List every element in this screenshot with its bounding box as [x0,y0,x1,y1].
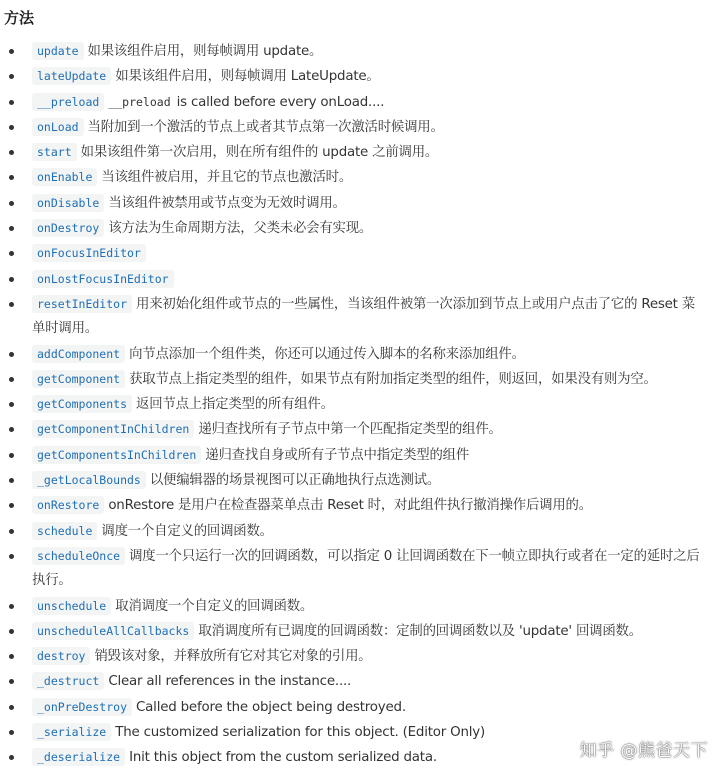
method-description: 当该组件被启用，并且它的节点也激活时。 [101,170,353,186]
method-description: 用来初始化组件或节点的一些属性，当该组件被第一次添加到节点上或用户点击了它的 Reset 菜单时调用。 [32,296,695,337]
method-description: The customized serialization for this object. (Editor Only) [115,725,486,741]
method-name: _getLocalBounds [32,471,146,489]
method-description: 递归查找所有子节点中第一个匹配指定类型的组件。 [198,422,502,438]
method-name: scheduleOnce [32,547,125,565]
method-name: _destruct [32,672,104,690]
method-description: 如果该组件启用，则每帧调用 update。 [87,44,323,59]
method-item [0,594,700,619]
method-name: unscheduleAllCallbacks [32,622,194,640]
method-item [0,644,700,669]
method-item [0,90,700,115]
method-desc-code: __preload [108,94,171,109]
bullet-icon [9,125,14,130]
method-description: onRestore 是用户在检查器菜单点击 Reset 时，对此组件执行撤消操作后调用的。 [108,498,592,514]
method-description: 以便编辑器的场景视图可以正确地执行点选测试。 [149,473,441,489]
method-item [0,64,700,89]
method-item [0,443,700,468]
method-name: resetInEditor [32,295,132,313]
bullet-icon [9,478,14,483]
method-description: 递归查找自身或所有子节点中指定类型的组件 [205,447,470,463]
method-name: onRestore [32,496,104,514]
method-item [0,216,700,241]
method-name: _onPreDestroy [32,698,132,716]
bullet-icon [9,302,14,307]
method-item [0,392,700,417]
method-item [0,695,700,720]
watermark: 知乎 @熊爸天下 [579,741,708,761]
bullet-icon [9,377,14,382]
method-description: 当附加到一个激活的节点上或者其节点第一次激活时候调用。 [87,119,444,135]
method-name: getComponents [32,395,132,413]
method-item [0,544,700,594]
method-description: 取消调度一个自定义的回调函数。 [115,598,314,614]
method-list [0,39,700,771]
method-description: 当该组件被禁用或节点变为无效时调用。 [108,195,346,211]
method-name: _deserialize [32,748,125,766]
bullet-icon [9,755,14,760]
section-heading: 方法 [4,9,35,27]
method-item [0,165,700,190]
bullet-icon [9,251,14,256]
method-name: getComponentsInChildren [32,446,201,464]
bullet-icon [9,604,14,609]
method-description: 向节点添加一个组件类，你还可以通过传入脚本的名称来添加组件。 [129,346,525,362]
method-name: addComponent [32,345,125,363]
method-item [0,519,700,544]
method-description: 该方法为生命周期方法，父类未必会有实现。 [108,221,373,237]
method-description: Called before the object being destroyed. [136,699,406,715]
method-description: 如果该组件第一次启用，则在所有组件的 update 之前调用。 [80,145,439,161]
method-item [0,468,700,493]
method-item [0,140,700,165]
bullet-icon [9,705,14,710]
method-item [0,417,700,442]
method-item [0,267,700,292]
bullet-icon [9,100,14,105]
bullet-icon [9,175,14,180]
method-item [0,292,700,342]
method-name: getComponent [32,370,125,388]
method-description: 销毁该对象，并释放所有它对其它对象的引用。 [94,649,372,665]
method-description: Clear all references in the instance.... [108,674,352,690]
bullet-icon [9,503,14,508]
method-description: 返回节点上指定类型的所有组件。 [136,397,334,413]
method-name: lateUpdate [32,67,111,85]
method-item [0,493,700,518]
method-description: 取消调度所有已调度的回调函数：定制的回调函数以及 'update' 回调函数。 [198,623,642,639]
bullet-icon [9,730,14,735]
method-item [0,241,700,266]
method-item [0,619,700,644]
bullet-icon [9,49,14,54]
method-name: destroy [32,647,90,665]
method-name: getComponentInChildren [32,420,194,438]
method-description: 如果该组件启用，则每帧调用 LateUpdate。 [115,69,380,85]
method-name: onDestroy [32,219,104,237]
method-name: __preload [32,93,104,111]
method-description: 获取节点上指定类型的组件，如果节点有附加指定类型的组件，则返回，如果没有则为空。 [129,371,657,387]
method-description: Init this object from the custom serialized data. [129,750,437,766]
method-name: schedule [32,522,97,540]
method-name: onEnable [32,168,97,186]
bullet-icon [9,679,14,684]
method-name: unschedule [32,597,111,615]
bullet-icon [9,277,14,282]
bullet-icon [9,74,14,79]
bullet-icon [9,453,14,458]
method-name: onLoad [32,118,84,136]
bullet-icon [9,352,14,357]
bullet-icon [9,226,14,231]
method-name: onFocusInEditor [32,244,146,262]
method-item [0,39,700,64]
method-item [0,191,700,216]
method-description: 调度一个自定义的回调函数。 [101,523,273,539]
method-name: onDisable [32,194,104,212]
bullet-icon [9,629,14,634]
bullet-icon [9,654,14,659]
method-name: onLostFocusInEditor [32,270,174,288]
bullet-icon [9,201,14,206]
method-description: 调度一个只运行一次的回调函数，可以指定 0 让回调函数在下一帧立即执行或者在一定的延时之后执行。 [32,548,700,589]
method-item [0,367,700,392]
bullet-icon [9,402,14,407]
bullet-icon [9,427,14,432]
method-item [0,115,700,140]
method-name: _serialize [32,723,111,741]
method-item [0,669,700,694]
method-name: update [32,42,84,60]
method-name: start [32,143,77,161]
bullet-icon [9,554,14,559]
method-item [0,342,700,367]
bullet-icon [9,529,14,534]
bullet-icon [9,150,14,155]
method-description: is called before every onLoad.... [176,94,385,110]
